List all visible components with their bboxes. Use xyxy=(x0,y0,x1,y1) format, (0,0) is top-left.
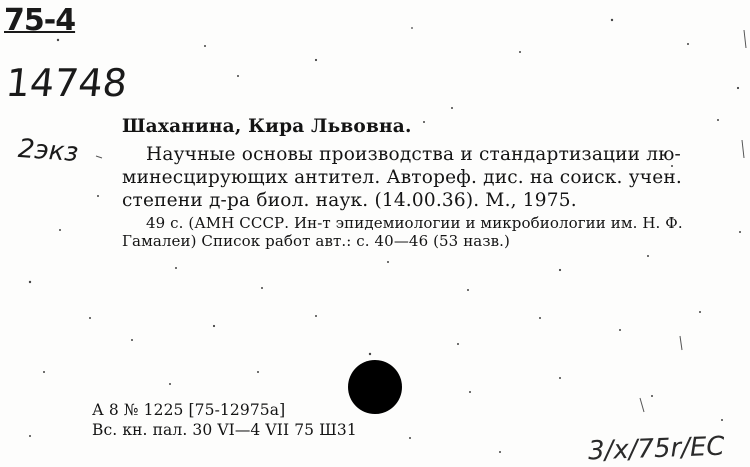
handwritten-bottom-mark: 3/x/75r/ЕС xyxy=(587,431,726,467)
handwritten-shelf-code: 75-4 xyxy=(4,3,76,38)
entry-title-line: минесцирующих антител. Автореф. дис. на соиск. учен. xyxy=(122,167,682,188)
entry-author: Шаханина, Кира Львовна. xyxy=(122,116,412,137)
footer-registry-line: Вс. кн. пал. 30 VI—4 VII 75 Ш31 xyxy=(92,421,357,439)
handwritten-card-number: 14748 xyxy=(3,61,130,105)
entry-title-line: степени д-ра биол. наук. (14.00.36). М., 1975. xyxy=(122,190,577,211)
card-punch-hole xyxy=(348,360,402,414)
entry-note-line: 49 с. (АМН СССР. Ин-т эпидемиологии и микробиологии им. Н. Ф. xyxy=(146,214,683,232)
entry-note-line: Гамалеи) Список работ авт.: с. 40—46 (53 назв.) xyxy=(122,232,510,250)
entry-title-line: Научные основы производства и стандартизации лю- xyxy=(146,144,682,165)
handwritten-copies-mark: 2экз xyxy=(17,133,80,169)
footer-accession-line: А 8 № 1225 [75-12975а] xyxy=(92,401,286,419)
